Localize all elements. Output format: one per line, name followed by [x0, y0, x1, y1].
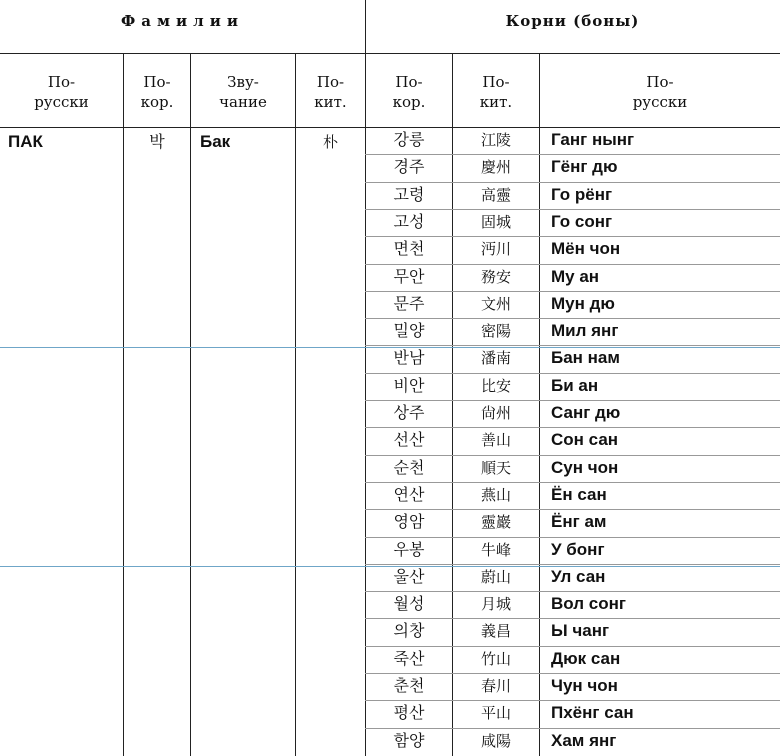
root-kor: 함양 [393, 731, 425, 750]
row-divider [365, 455, 780, 456]
row-divider [365, 700, 780, 701]
root-rus: Би ан [551, 376, 599, 395]
root-chn: 靈巖 [480, 513, 511, 531]
surname-sound: Бак [200, 132, 231, 151]
root-rus: Го сонг [551, 212, 613, 231]
root-kor: 우봉 [393, 540, 425, 559]
root-rus: Ул сан [551, 567, 606, 586]
row-divider [365, 264, 780, 265]
root-rus: Бан нам [551, 348, 620, 367]
root-rus: Мун дю [551, 294, 615, 313]
col-header-kor: По- кор. [140, 73, 174, 111]
surname-chn: 朴 [322, 133, 338, 151]
root-kor: 상주 [393, 403, 425, 422]
root-kor: 경주 [393, 157, 425, 176]
root-kor: 울산 [393, 567, 425, 586]
root-kor: 강릉 [393, 130, 425, 149]
root-kor: 의창 [393, 621, 425, 640]
row-divider [365, 427, 780, 428]
root-chn: 牛峰 [480, 541, 511, 559]
col-divider [123, 53, 124, 756]
root-rus: Мён чон [551, 239, 621, 258]
root-rus: Сун чон [551, 458, 619, 477]
col-header-root-chn: По- кит. [479, 73, 513, 111]
root-rus: Сон сан [551, 430, 619, 449]
root-kor: 순천 [393, 458, 425, 477]
col-header-sound: Зву- чание [219, 73, 267, 111]
surnames-group-title: Фамилии [121, 12, 244, 30]
root-chn: 咸陽 [480, 732, 511, 750]
root-chn: 慶州 [480, 158, 511, 176]
root-chn: 文州 [480, 295, 511, 313]
root-rus: Дюк сан [551, 649, 621, 668]
row-divider [365, 154, 780, 155]
row-divider [365, 509, 780, 510]
root-rus: Гёнг дю [551, 157, 618, 176]
row-divider [365, 291, 780, 292]
row-divider [365, 182, 780, 183]
root-chn: 江陵 [480, 131, 511, 149]
root-rus: Чун чон [551, 676, 618, 695]
root-kor: 선산 [393, 430, 425, 449]
header-divider [0, 53, 780, 54]
row-divider [365, 209, 780, 210]
root-kor: 고령 [393, 185, 425, 204]
row-divider [365, 345, 780, 346]
surname-kor: 박 [149, 132, 165, 151]
root-chn: 尙州 [480, 404, 511, 422]
root-kor: 평산 [393, 703, 425, 722]
root-rus: Вол сонг [551, 594, 626, 613]
col-header-chn: По- кит. [314, 73, 347, 111]
col-header-root-kor: По- кор. [392, 73, 426, 111]
surname-rus: ПАК [8, 132, 43, 151]
col-divider [190, 53, 191, 756]
root-chn: 務安 [480, 268, 511, 286]
root-chn: 潘南 [480, 349, 511, 367]
root-chn: 蔚山 [480, 568, 511, 586]
col-header-rus: По- русски [34, 73, 89, 111]
row-divider [365, 646, 780, 647]
root-kor: 비안 [393, 376, 425, 395]
row-divider [365, 673, 780, 674]
root-kor: 무안 [393, 267, 425, 286]
root-chn: 善山 [480, 431, 511, 449]
root-kor: 연산 [393, 485, 425, 504]
root-kor: 영암 [393, 512, 425, 531]
row-divider [365, 618, 780, 619]
root-kor: 반남 [393, 348, 425, 367]
root-chn: 固城 [480, 213, 511, 231]
root-chn: 沔川 [480, 240, 511, 258]
root-kor: 면천 [393, 239, 425, 258]
root-chn: 比安 [480, 377, 511, 395]
row-divider [365, 591, 780, 592]
row-divider [365, 318, 780, 319]
root-rus: Му ан [551, 267, 600, 286]
col-header-root-rus: По- русски [632, 73, 688, 111]
root-rus: Ён сан [551, 485, 607, 504]
root-rus: Ганг нынг [551, 130, 635, 149]
root-chn: 義昌 [480, 622, 511, 640]
root-rus: Ёнг ам [551, 512, 607, 531]
root-kor: 문주 [393, 294, 425, 313]
root-chn: 月城 [480, 595, 511, 613]
row-divider [365, 564, 780, 565]
root-rus: У бонг [551, 540, 605, 559]
row-divider [365, 400, 780, 401]
row-divider [365, 537, 780, 538]
roots-group-title: Корни (боны) [505, 12, 640, 30]
root-rus: Санг дю [551, 403, 621, 422]
root-chn: 燕山 [480, 486, 511, 504]
root-rus: Го рёнг [551, 185, 613, 204]
row-divider [365, 482, 780, 483]
root-kor: 밀양 [393, 321, 425, 340]
root-rus: Мил янг [551, 321, 619, 340]
root-kor: 춘천 [393, 676, 425, 695]
root-chn: 密陽 [480, 322, 511, 340]
col-divider [295, 53, 296, 756]
row-divider [365, 236, 780, 237]
row-divider [365, 728, 780, 729]
root-chn: 平山 [480, 704, 511, 722]
root-rus: Пхёнг сан [551, 703, 634, 722]
root-rus: Ы чанг [551, 621, 610, 640]
row-divider [365, 373, 780, 374]
root-chn: 竹山 [480, 650, 511, 668]
root-kor: 고성 [393, 212, 425, 231]
root-chn: 高靈 [480, 186, 511, 204]
root-chn: 順天 [480, 459, 511, 477]
root-rus: Хам янг [551, 731, 617, 750]
root-chn: 春川 [480, 677, 511, 695]
root-kor: 월성 [393, 594, 425, 613]
root-kor: 죽산 [393, 649, 425, 668]
